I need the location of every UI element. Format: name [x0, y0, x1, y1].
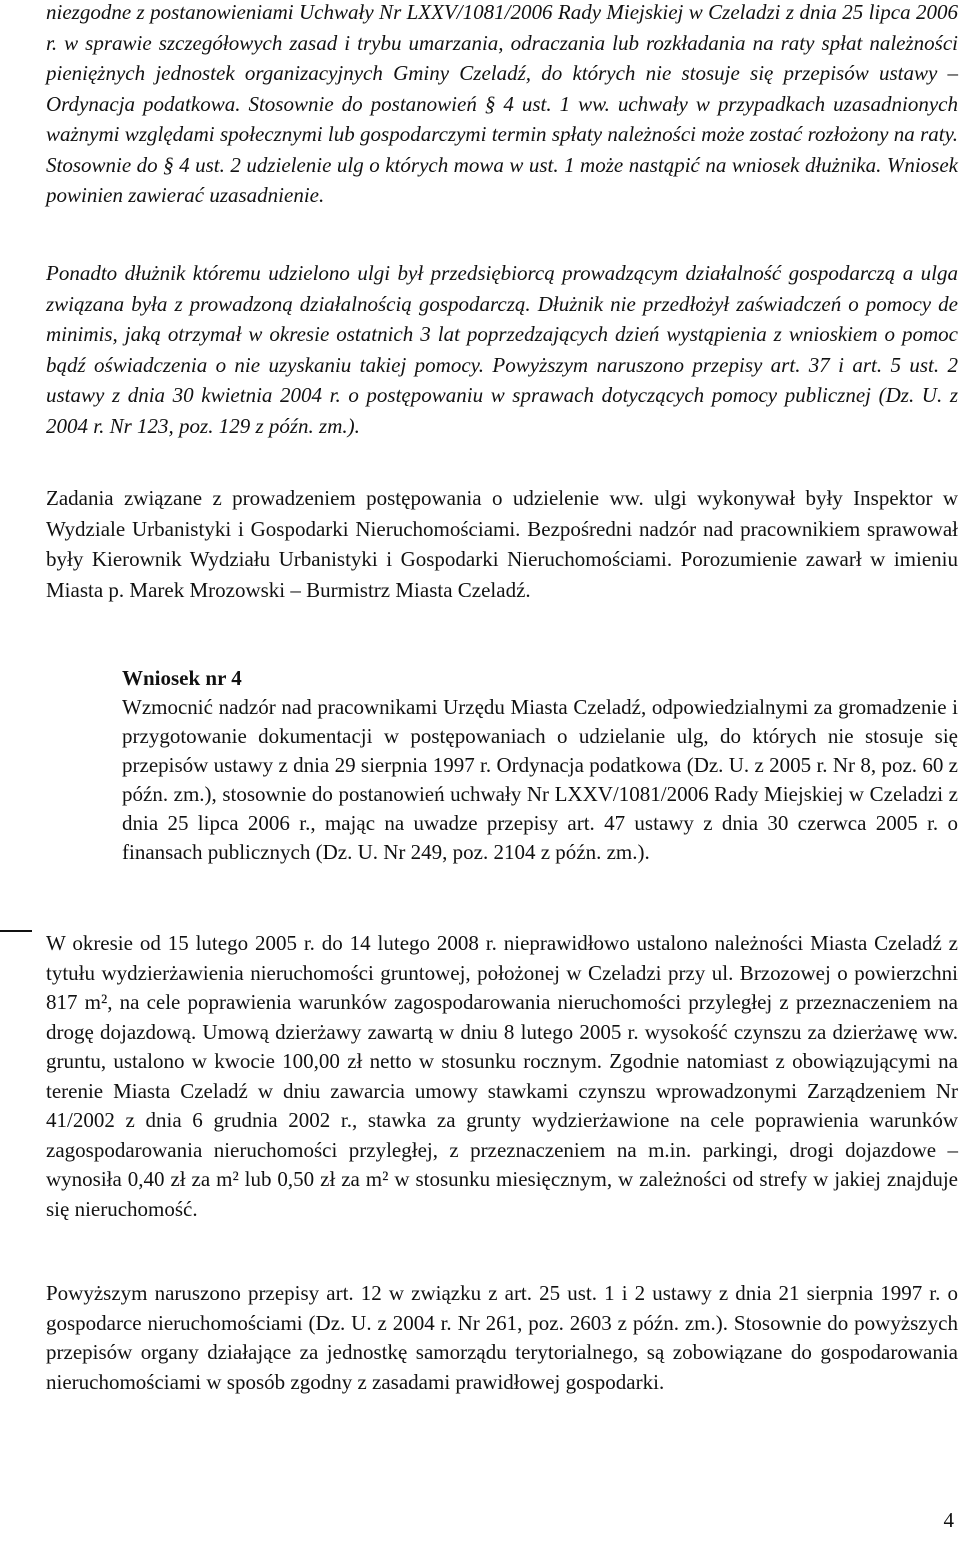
paragraph-responsibility: Zadania związane z prowadzeniem postępowania o udzielenie ww. ulgi wykonywał były Inspektor w Wydziale Urbanistyki i Gospodarki Nieruchomościami. Bezpośredni nadzór nad pracownikiem sprawował były Kierownik Wydziału Urbanistyki i Gospodarki Nieruchomościami. Porozumienie zawarł w imieniu Miasta p. Marek Mrozowski – Burmistrz Miasta Czeladź.: [46, 486, 958, 602]
paragraph-lease-finding: W okresie od 15 lutego 2005 r. do 14 lutego 2008 r. nieprawidłowo ustalono należności Miasta Czeladź z tytułu wydzierżawienia nieruchomości gruntowej, położonej w Czeladzi przy ul. Brzozowej o powierzchni 817 m², na cele poprawienia warunków zagospodarowania nieruchomości przyległej z przeznaczeniem na drogę dojazdową. Umową dzierżawy zawartą w dniu 8 lutego 2005 r. wysokość czynszu za dzierżawę ww. gruntu, ustalono w kwocie 100,00 zł netto w stosunku rocznym. Zgodnie natomiast z obowiązującymi na terenie Miasta Czeladź w dniu zawarcia umowy stawkami czynszu wprowadzonymi Zarządzeniem Nr 41/2002 z dnia 6 grudnia 2002 r., stawka za grunty wydzierżawione na cele poprawienia warunków zagospodarowania nieruchomości przyległej, z przeznaczeniem na m.in. parkingi, drogi dojazdowe – wynosiła 0,40 zł za m² lub 0,50 zł za m² w stosunku miesięcznym, w zależności od strefy w jakiej znajduje się nieruchomość.: [46, 931, 958, 1221]
paragraph-legal-violation: Powyższym naruszono przepisy art. 12 w związku z art. 25 ust. 1 i 2 ustawy z dnia 21 sierpnia 1997 r. o gospodarce nieruchomościami (Dz. U. z 2004 r. Nr 261, poz. 2603 z późn. zm.). Stosownie do powyższych przepisów organy działające za jednostkę samorządu terytorialnego, są zobowiązane do gospodarowania nieruchomościami w sposób zgodny z zasadami prawidłowej gospodarki.: [46, 1281, 958, 1394]
recommendation-title: Wniosek nr 4: [122, 666, 242, 690]
page-number: 4: [943, 1508, 954, 1532]
recommendation-body: Wzmocnić nadzór nad pracownikami Urzędu Miasta Czeladź, odpowiedzialnymi za gromadzenie i przygotowanie dokumentacji w postępowaniach o udzielanie ulg, do których nie stosuje się przepisów ustawy z dnia 29 sierpnia 1997 r. Ordynacja podatkowa (Dz. U. z 2005 r. Nr 8, poz. 60 z późn. zm.), stosownie do postanowień uchwały Nr LXXV/1081/2006 Rady Miejskiej w Czeladzi z dnia 25 lipca 2006 r., mając na uwadze przepisy art. 47 ustawy z dnia 30 czerwca 2005 r. o finansach publicznych (Dz. U. Nr 249, poz. 2104 z późn. zm.).: [122, 695, 958, 864]
paragraph-ordinance-terms: niezgodne z postanowieniami Uchwały Nr LXXV/1081/2006 Rady Miejskiej w Czeladzi z dnia 25 lipca 2006 r. w sprawie szczegółowych zasad i trybu umarzania, odraczania lub rozkładania na raty spłat należności pieniężnych jednostek organizacyjnych Gminy Czeladź, do których nie stosuje się przepisów ustawy – Ordynacja podatkowa. Stosownie do postanowień § 4 ust. 1 ww. uchwały w przypadkach uzasadnionych ważnymi względami społecznymi lub gospodarczymi termin spłaty należności może zostać rozłożony na raty. Stosownie do § 4 ust. 2 udzielenie ulg o których mowa w ust. 1 może nastąpić na wniosek dłużnika. Wniosek powinien zawierać uzasadnienie.: [46, 0, 958, 207]
recommendation-block: [122, 664, 958, 867]
paragraph-de-minimis: Ponadto dłużnik któremu udzielono ulgi był przedsiębiorcą prowadzącym działalność gospodarczą a ulga związana była z prowadzoną działalnością gospodarczą. Dłużnik nie przedłożył zaświadczeń o pomocy de minimis, jaką otrzymał w okresie ostatnich 3 lat poprzedzających dzień wystąpienia z wnioskiem o pomoc bądź oświadczenia o nie uzyskaniu takiej pomocy. Powyższym naruszono przepisy art. 37 i art. 5 ust. 2 ustawy z dnia 30 kwietnia 2004 r. o postępowaniu w sprawach dotyczących pomocy publicznej (Dz. U. z 2004 r. Nr 123, poz. 129 z późn. zm.).: [46, 261, 958, 438]
list-dash-marker: [0, 930, 32, 932]
